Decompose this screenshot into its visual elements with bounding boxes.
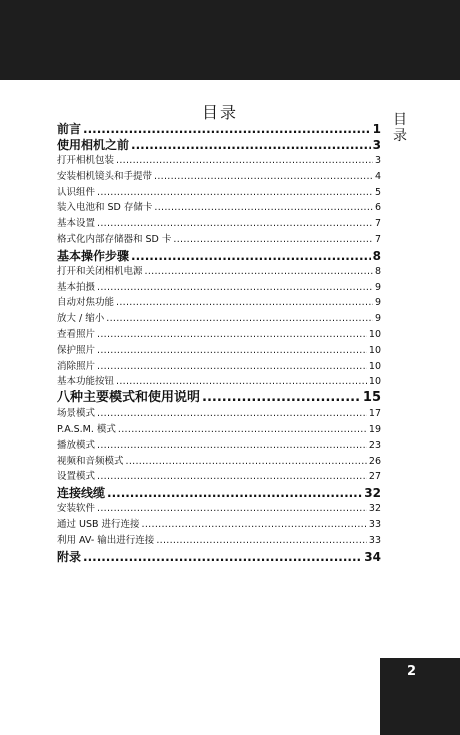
- toc-leader-dots: [97, 185, 373, 201]
- toc-entry[interactable]: [57, 264, 381, 280]
- toc-entry-label: 设置模式: [57, 471, 96, 483]
- toc-entry-page: 23: [368, 439, 381, 451]
- toc-entry[interactable]: [57, 169, 381, 185]
- toc-leader-dots: [97, 359, 367, 375]
- toc-leader-dots: [116, 153, 373, 169]
- toc-entry-page: 27: [368, 471, 381, 483]
- toc-entry[interactable]: [57, 517, 381, 533]
- toc-leader-dots: [131, 248, 371, 264]
- toc-leader-dots: [154, 200, 373, 216]
- toc-leader-dots: [97, 438, 367, 454]
- toc-entry-label: 八种主要模式和使用说明: [57, 390, 201, 406]
- toc-leader-dots: [106, 311, 373, 327]
- table-of-contents: [57, 121, 381, 565]
- toc-entry[interactable]: [57, 185, 381, 201]
- toc-entry-page: 10: [368, 360, 381, 372]
- toc-entry-page: 3: [372, 138, 381, 152]
- toc-leader-dots: [97, 327, 367, 343]
- toc-entry-label: 前言: [57, 122, 82, 136]
- toc-entry-page: 9: [374, 281, 381, 293]
- toc-entry-page: 33: [368, 534, 381, 546]
- toc-entry[interactable]: [57, 438, 381, 454]
- toc-entry-page: 8: [374, 265, 381, 277]
- side-tab-char: 录: [393, 128, 407, 144]
- toc-entry-page: 10: [368, 376, 381, 388]
- toc-entry[interactable]: [57, 295, 381, 311]
- toc-entry-label: P.A.S.M. 模式: [57, 423, 116, 435]
- toc-entry-label: 播放模式: [57, 439, 96, 451]
- toc-leader-dots: [97, 343, 367, 359]
- toc-leader-dots: [156, 533, 367, 549]
- page-number-box: [380, 658, 460, 735]
- toc-entry-label: 视频和音频模式: [57, 455, 124, 467]
- toc-entry-label: 自动对焦功能: [57, 297, 115, 309]
- toc-entry[interactable]: [57, 374, 381, 390]
- toc-entry[interactable]: [57, 248, 381, 264]
- toc-leader-dots: [97, 216, 373, 232]
- toc-entry-label: 打开和关闭相机电源: [57, 265, 143, 277]
- toc-entry-label: 基本操作步骤: [57, 248, 130, 263]
- toc-entry[interactable]: [57, 501, 381, 517]
- toc-entry[interactable]: [57, 454, 381, 470]
- toc-leader-dots: [173, 232, 373, 248]
- toc-entry-label: 安装软件: [57, 503, 96, 515]
- toc-entry-page: 9: [374, 297, 381, 309]
- toc-entry[interactable]: [57, 390, 381, 406]
- toc-leader-dots: [107, 485, 362, 501]
- toc-entry-page: 34: [364, 549, 381, 564]
- toc-entry-page: 5: [374, 186, 381, 198]
- toc-entry-label: 附录: [57, 549, 82, 564]
- toc-entry-page: 6: [374, 202, 381, 214]
- toc-entry-label: 安装相机镜头和手提带: [57, 170, 153, 182]
- toc-entry[interactable]: [57, 343, 381, 359]
- toc-entry-page: 8: [372, 248, 381, 263]
- header-band: [0, 0, 460, 80]
- toc-entry-page: 3: [374, 155, 381, 166]
- toc-entry-page: 17: [368, 408, 381, 420]
- toc-entry[interactable]: [57, 216, 381, 232]
- toc-entry-page: 10: [368, 328, 381, 340]
- toc-leader-dots: [83, 121, 371, 137]
- toc-leader-dots: [202, 390, 361, 406]
- toc-entry[interactable]: [57, 359, 381, 375]
- toc-entry[interactable]: [57, 549, 381, 565]
- toc-entry-page: 4: [374, 170, 381, 182]
- toc-entry-page: 7: [374, 233, 381, 245]
- toc-entry-page: 10: [368, 344, 381, 356]
- toc-entry[interactable]: [57, 406, 381, 422]
- toc-leader-dots: [131, 137, 371, 153]
- toc-entry[interactable]: [57, 280, 381, 296]
- toc-entry-label: 利用 AV- 输出进行连接: [57, 534, 155, 546]
- toc-leader-dots: [154, 169, 373, 185]
- toc-entry[interactable]: [57, 200, 381, 216]
- toc-entry-label: 认识组件: [57, 186, 96, 198]
- page-title: 目录: [201, 103, 238, 122]
- toc-leader-dots: [116, 295, 373, 311]
- toc-entry[interactable]: [57, 327, 381, 343]
- toc-entry-label: 查看照片: [57, 328, 96, 340]
- toc-entry[interactable]: [57, 533, 381, 549]
- toc-entry[interactable]: [57, 422, 381, 438]
- toc-entry[interactable]: [57, 469, 381, 485]
- toc-entry[interactable]: [57, 485, 381, 501]
- toc-leader-dots: [97, 469, 367, 485]
- toc-leader-dots: [118, 422, 367, 438]
- toc-entry-label: 通过 USB 进行连接: [57, 518, 140, 530]
- toc-entry-page: 9: [374, 313, 381, 325]
- toc-entry-label: 基本拍摄: [57, 281, 96, 293]
- toc-entry-label: 格式化内部存储器和 SD 卡: [57, 233, 172, 245]
- toc-entry-page: 7: [374, 218, 381, 230]
- toc-entry-label: 打开相机包装: [57, 155, 115, 166]
- toc-leader-dots: [145, 264, 373, 280]
- toc-entry-label: 装入电池和 SD 存储卡: [57, 202, 153, 214]
- toc-entry[interactable]: [57, 121, 381, 137]
- toc-entry-label: 放大 / 缩小: [57, 313, 105, 325]
- toc-entry-label: 消除照片: [57, 360, 96, 372]
- toc-leader-dots: [83, 549, 362, 565]
- toc-entry-label: 基本设置: [57, 218, 96, 230]
- toc-leader-dots: [97, 501, 367, 517]
- toc-entry[interactable]: [57, 137, 381, 153]
- toc-entry[interactable]: [57, 232, 381, 248]
- toc-leader-dots: [116, 374, 367, 390]
- toc-leader-dots: [97, 406, 367, 422]
- toc-entry-label: 连接线缆: [57, 486, 106, 501]
- toc-entry-page: 26: [368, 455, 381, 467]
- toc-entry-label: 保护照片: [57, 344, 96, 356]
- page-number: 2: [406, 664, 416, 679]
- toc-leader-dots: [126, 454, 367, 470]
- side-tab-char: 目: [393, 112, 407, 128]
- toc-entry-page: 32: [368, 503, 381, 515]
- toc-entry-label: 使用相机之前: [57, 138, 130, 152]
- toc-leader-dots: [142, 517, 367, 533]
- toc-entry[interactable]: [57, 311, 381, 327]
- toc-leader-dots: [97, 280, 373, 296]
- toc-entry[interactable]: [57, 153, 381, 169]
- toc-entry-page: 15: [362, 390, 381, 406]
- toc-entry-page: 33: [368, 518, 381, 530]
- toc-entry-label: 场景模式: [57, 408, 96, 420]
- toc-entry-page: 32: [364, 486, 381, 501]
- toc-entry-page: 19: [368, 423, 381, 435]
- toc-entry-label: 基本功能按钮: [57, 376, 115, 388]
- toc-entry-page: 1: [372, 122, 381, 136]
